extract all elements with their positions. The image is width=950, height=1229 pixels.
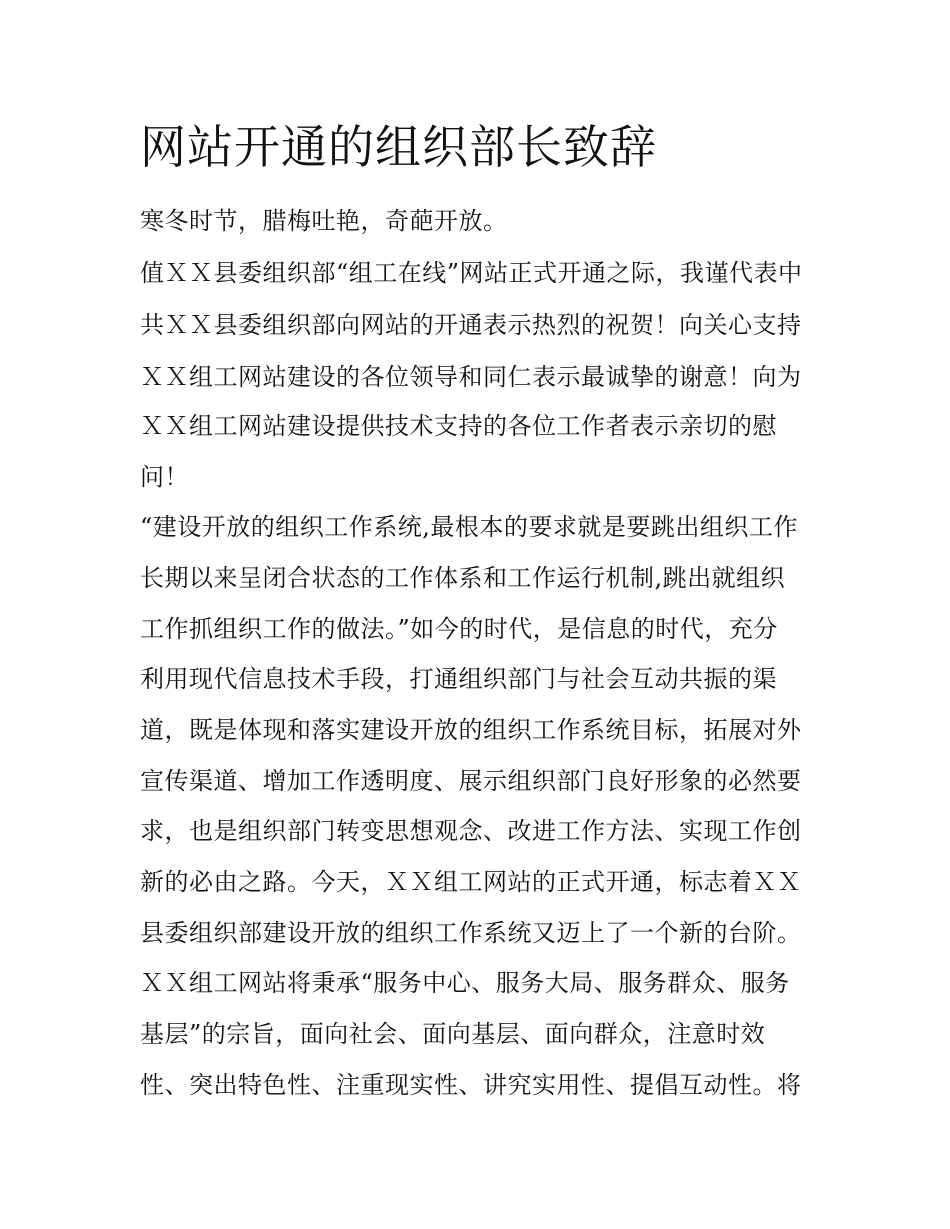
text-line: 求，也是组织部门转变思想观念、改进工作方法、实现工作创 <box>140 817 802 845</box>
text-line: 宣传渠道、增加工作透明度、展示组织部门良好形象的必然要 <box>140 767 802 795</box>
text-line: 工作抓组织工作的做法。”如今的时代，是信息的时代，充分 <box>140 615 778 643</box>
text-line: 性、突出特色性、注重现实性、讲究实用性、提倡互动性。将 <box>140 1071 802 1099</box>
text-line: 利用现代信息技术手段，打通组织部门与社会互动共振的渠 <box>140 665 777 693</box>
text-line: 问！ <box>140 463 189 491</box>
text-line: 新的必由之路。今天，ＸＸ组工网站的正式开通，标志着ＸＸ <box>140 868 802 896</box>
text-line: ＸＸ组工网站将秉承“服务中心、服务大局、服务群众、服务 <box>140 969 790 997</box>
text-line: 值ＸＸ县委组织部“组工在线”网站正式开通之际，我谨代表中 <box>140 259 803 287</box>
text-line: 基层”的宗旨，面向社会、面向基层、面向群众，注意时效 <box>140 1020 766 1048</box>
text-line: 寒冬时节，腊梅吐艳，奇葩开放。 <box>140 207 508 235</box>
text-line: 县委组织部建设开放的组织工作系统又迈上了一个新的台阶。 <box>140 919 802 947</box>
text-line: “建设开放的组织工作系统,最根本的要求就是要跳出组织工作 <box>140 513 798 541</box>
text-line: ＸＸ组工网站建设提供技术支持的各位工作者表示亲切的慰 <box>140 412 777 440</box>
text-line: 道，既是体现和落实建设开放的组织工作系统目标，拓展对外 <box>140 716 802 744</box>
text-line: ＸＸ组工网站建设的各位领导和同仁表示最诚挚的谢意！向为 <box>140 363 802 391</box>
text-line: 共ＸＸ县委组织部向网站的开通表示热烈的祝贺！向关心支持 <box>140 311 802 339</box>
document-title: 网站开通的组织部长致辞 <box>140 120 657 174</box>
text-line: 长期以来呈闭合状态的工作体系和工作运行机制,跳出就组织 <box>140 564 786 592</box>
